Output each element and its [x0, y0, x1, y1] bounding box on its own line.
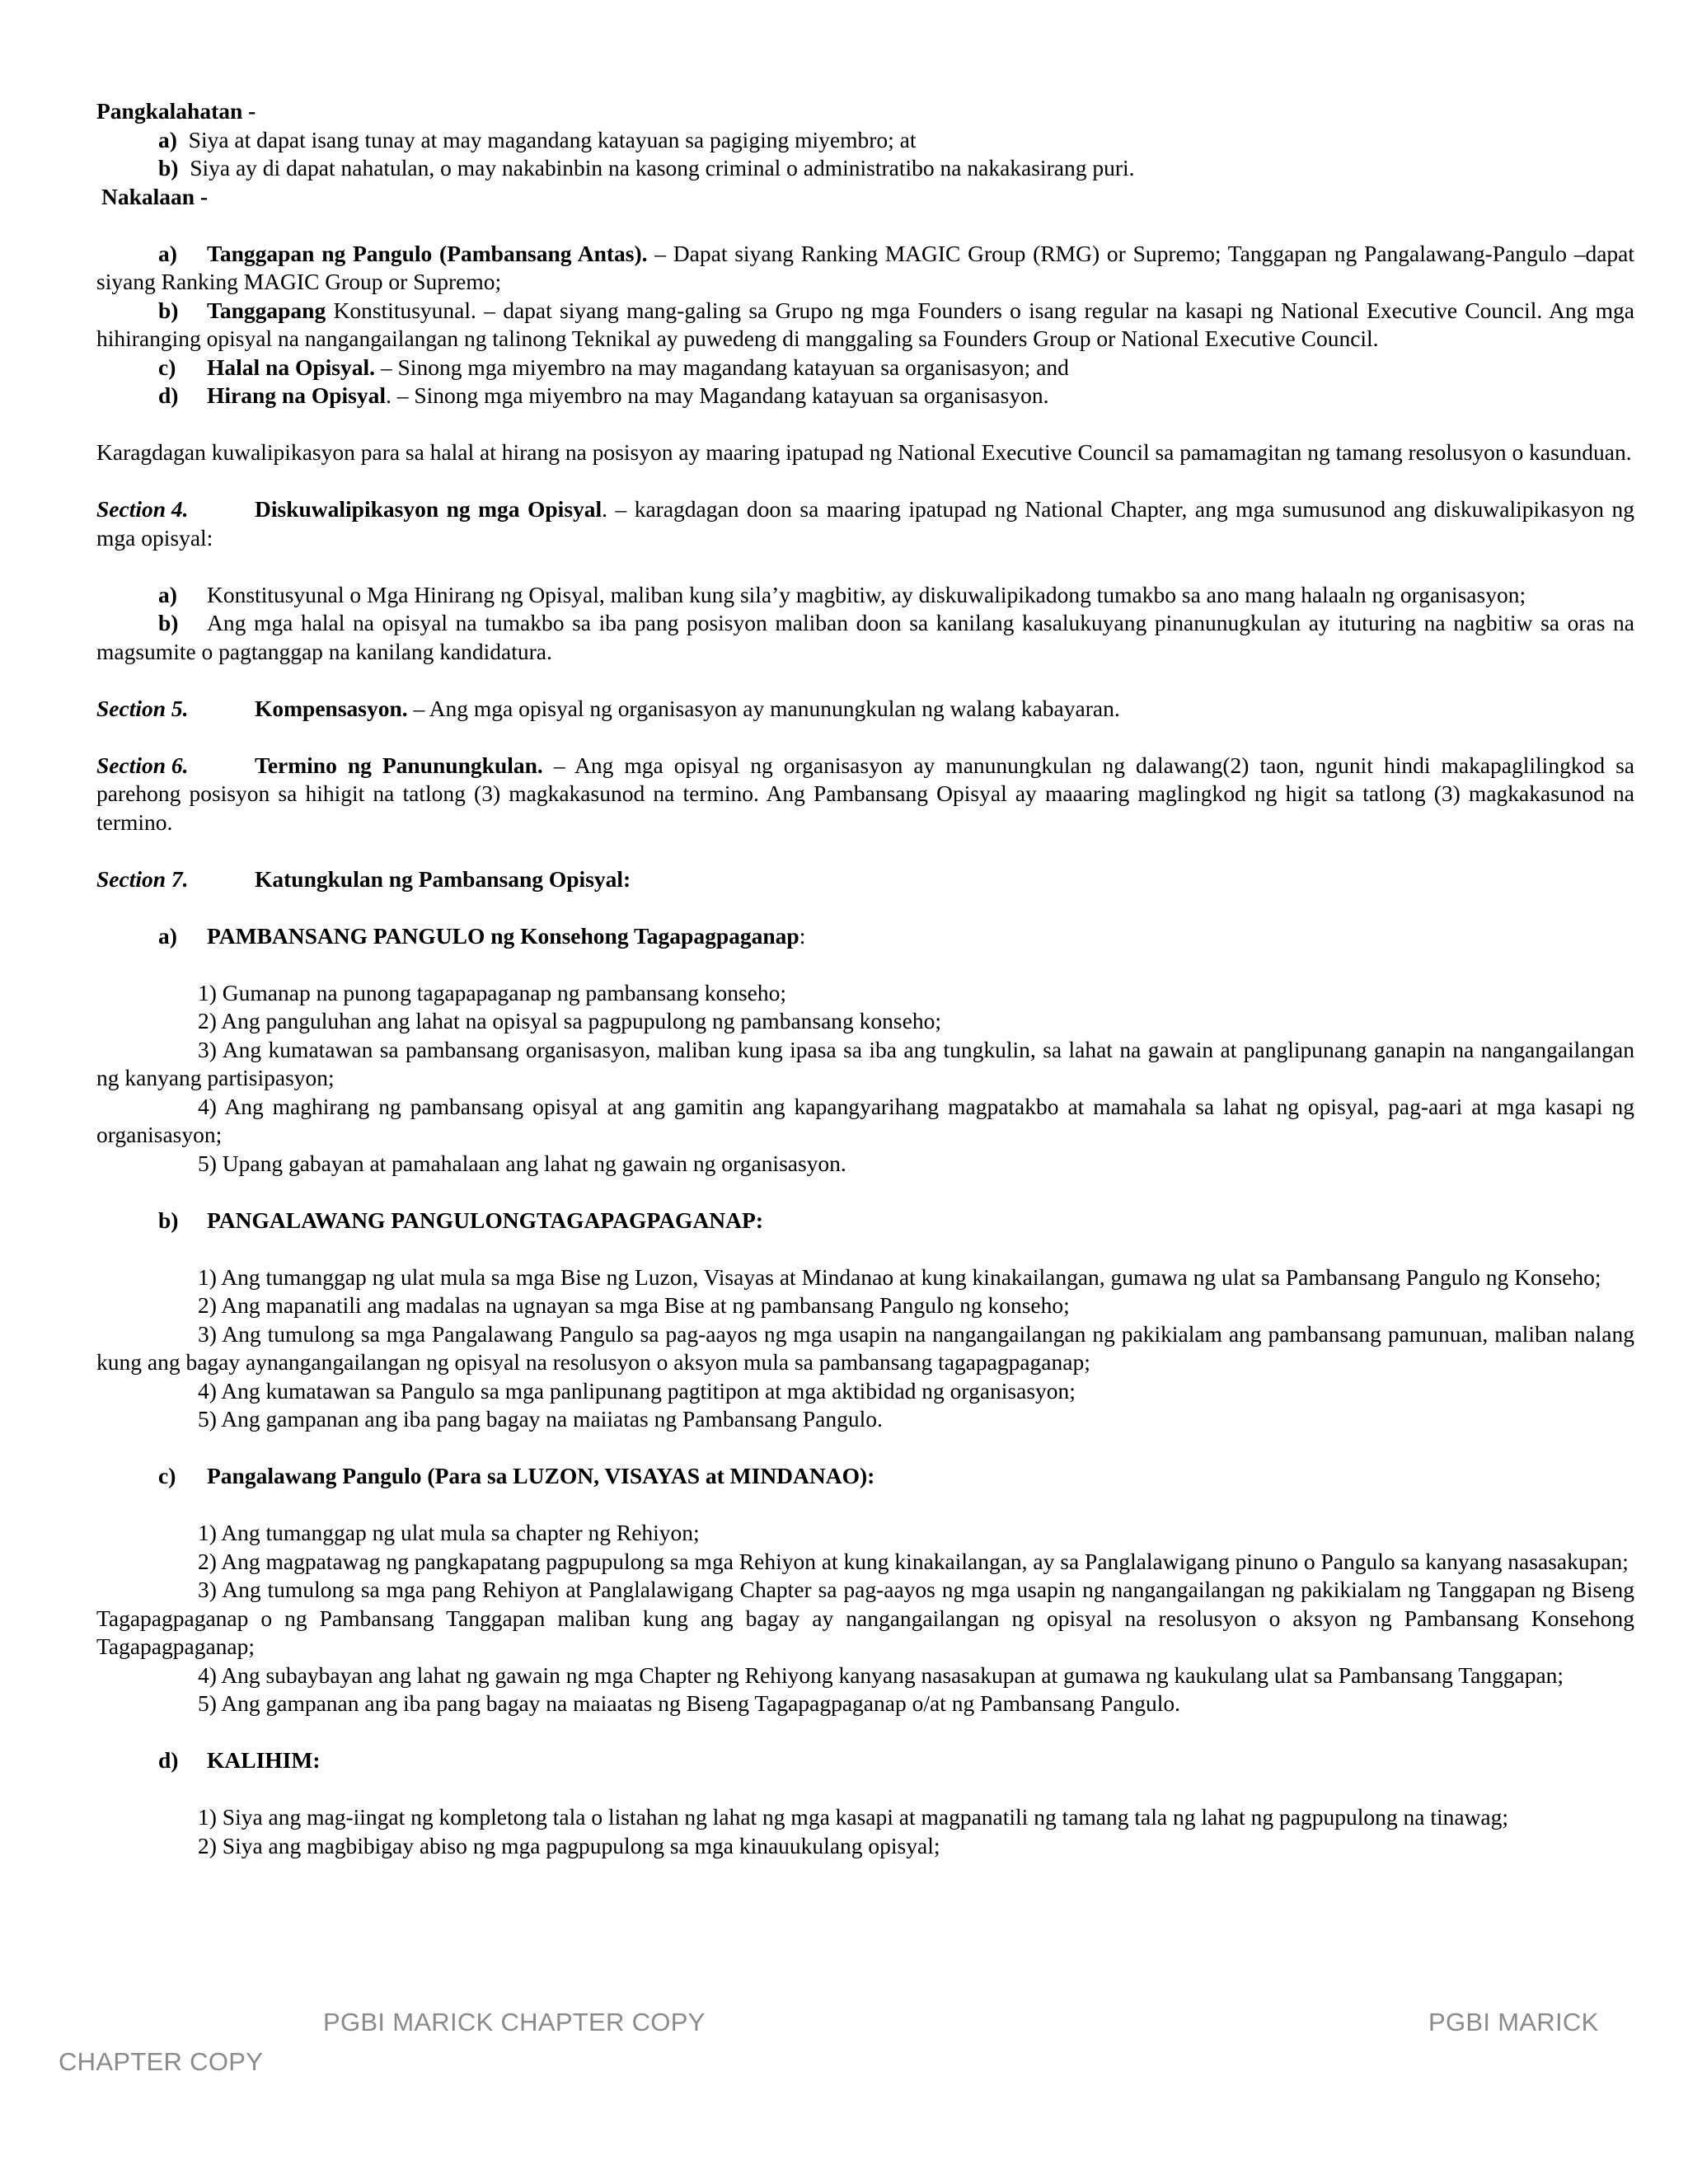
sub-a-item-3: 3) Ang kumatawan sa pambansang organisasyon, maliban kung ipasa sa iba ang tungkulin, sa lahat na gawain at panglipunang ganapin na nangangailangan ng kanyang partisipasyon;	[96, 1036, 1634, 1090]
sub-c-item-5: 5) Ang gampanan ang iba pang bagay na maiaatas ng Biseng Tagapagpaganap o/at ng Pambansang Pangulo.	[198, 1690, 1180, 1716]
sub-a-item-5: 5) Upang gabayan at pamahalaan ang lahat ng gawain ng organisasyon.	[198, 1150, 846, 1176]
general-heading: Pangkalahatan -	[96, 98, 256, 124]
sub-d-item-1: 1) Siya ang mag-iingat ng kompletong tala o listahan ng lahat ng mga kasapi at magpanatili ng tamang tala ng lahat ng pagpupulong na tinawag;	[198, 1804, 1509, 1830]
general-item-b: b) Siya ay di dapat nahatulan, o may nakabinbin na kasong criminal o administratibo na nakakasirang puri.	[158, 155, 1135, 180]
section-7-sub-a-heading: a) PAMBANSANG PANGULO ng Konsehong Tagapagpaganap:	[158, 922, 806, 949]
specific-item-d: d) Hirang na Opisyal. – Sinong mga miyembro na may Magandang katayuan sa organisasyon.	[158, 382, 1049, 408]
sub-c-item-3: 3) Ang tumulong sa mga pang Rehiyon at Panglalawigang Chapter sa pag-aayos ng mga usapin ng nangangailangan ng pakikialam ng Tanggapan ng Biseng Tagapagpaganap o ng Pambansang Tanggapan maliban kung ang bagay ay nangangailangan ng opisyal na resolusyon o aksyon ng Pambansang Konsehong Tagapagpaganap;	[96, 1577, 1634, 1659]
specific-item-a: a) Tanggapan ng Pangulo (Pambansang Antas). – Dapat siyang Ranking MAGIC Group (RMG) or Supremo; Tanggapan ng Pangalawang-Pangulo –dapat siyang Ranking MAGIC Group or Supremo;	[96, 240, 1635, 294]
sub-c-item-2: 2) Ang magpatawag ng pangkapatang pagpupulong sa mga Rehiyon at kung kinakailangan, ay sa Panglalawigang pinuno o Pangulo sa kanyang nasasakupan;	[198, 1548, 1629, 1574]
section-4-item-b: b) Ang mga halal na opisyal na tumakbo sa iba pang posisyon maliban doon sa kanilang kasalukuyang pinanunugkulan ay ituturing na nagbitiw sa oras na magsumite o pagtanggap na kanilang kandidatura.	[96, 610, 1634, 664]
sub-b-item-5: 5) Ang gampanan ang iba pang bagay na maiiatas ng Pambansang Pangulo.	[198, 1406, 883, 1432]
sub-a-item-2: 2) Ang panguluhan ang lahat na opisyal sa pagpupulong ng pambansang konseho;	[198, 1008, 941, 1033]
specific-item-c: c) Halal na Opisyal. – Sinong mga miyembro na may magandang katayuan sa organisasyon; and	[158, 354, 1069, 380]
sub-b-item-1: 1) Ang tumanggap ng ulat mula sa mga Bise ng Luzon, Visayas at Mindanao at kung kinakailangan, gumawa ng ulat sa Pambansang Pangulo ng Konseho;	[198, 1263, 1601, 1290]
section-4-item-a: a) Konstitusyunal o Mga Hinirang ng Opisyal, maliban kung sila’y magbitiw, ay diskuwalipikadong tumakbo sa ano mang halaaln ng organisasyon;	[158, 581, 1526, 607]
sub-b-item-3: 3) Ang tumulong sa mga Pangalawang Pangulo sa pag-aayos ng mga usapin na nangangailangan ng pakikialam ang pambansang pamunuan, maliban nalang kung ang bagay aynangangailangan ng opisyal na resolusyon o aksyon mula sa pambansang tagapagpaganap;	[96, 1320, 1634, 1375]
section-7-sub-d-heading: d) KALIHIM:	[158, 1747, 321, 1773]
sub-d-item-2: 2) Siya ang magbibigay abiso ng mga pagpupulong sa mga kinauukulang opisyal;	[198, 1832, 940, 1858]
section-7: Section 7. Katungkulan ng Pambansang Opisyal:	[96, 865, 631, 892]
specific-heading: Nakalaan -	[101, 183, 209, 209]
footer-watermark-right: PGBI MARICK	[1428, 2008, 1599, 2036]
sub-b-item-4: 4) Ang kumatawan sa Pangulo sa mga panlipunang pagtitipon at mga aktibidad ng organisasyon;	[198, 1377, 1076, 1404]
section-5: Section 5. Kompensasyon. – Ang mga opisyal ng organisasyon ay manunungkulan ng walang kabayaran.	[96, 695, 1120, 721]
specific-item-b: b) Tanggapang Konstitusyunal. – dapat siyang mang-galing sa Grupo ng mga Founders o isang regular na kasapi ng National Executive Council. Ang mga hihiranging opisyal na nangangailangan ng talinong Teknikal ay puwedeng di manggaling sa Founders Group or National Executive Council.	[96, 297, 1634, 351]
section-7-sub-b-heading: b) PANGALAWANG PANGULONGTAGAPAGPAGANAP:	[158, 1207, 763, 1233]
sub-b-item-2: 2) Ang mapanatili ang madalas na ugnayan sa mga Bise at ng pambansang Pangulo ng konseho;	[198, 1292, 1070, 1318]
sub-c-item-4: 4) Ang subaybayan ang lahat ng gawain ng mga Chapter ng Rehiyong kanyang nasasakupan at gumawa ng kaukulang ulat sa Pambansang Tanggapan;	[198, 1661, 1564, 1688]
section-4: Section 4. Diskuwalipikasyon ng mga Opisyal. – karagdagan doon sa maaring ipatupad ng National Chapter, ang mga sumusunod ang diskuwalipikasyon ng mga opisyal:	[96, 496, 1634, 551]
sub-a-item-4: 4) Ang maghirang ng pambansang opisyal at ang gamitin ang kapangyarihang magpatakbo at mamahala sa lahat ng opisyal, pag-aari at mga kasapi ng organisasyon;	[96, 1093, 1634, 1147]
document-page	[96, 97, 1634, 1860]
section-7-sub-c-heading: c) Pangalawang Pangulo (Para sa LUZON, VISAYAS at MINDANAO):	[158, 1463, 875, 1488]
additional-qualifications: Karagdagan kuwalipikasyon para sa halal at hirang na posisyon ay maaring ipatupad ng National Executive Council sa pamamagitan ng tamang resolusyon o kasunduan.	[96, 439, 1632, 465]
general-item-a: a) Siya at dapat isang tunay at may magandang katayuan sa pagiging miyembro; at	[158, 126, 917, 152]
sub-c-item-1: 1) Ang tumanggap ng ulat mula sa chapter ng Rehiyon;	[198, 1520, 700, 1545]
section-6: Section 6. Termino ng Panunungkulan. – Ang mga opisyal ng organisasyon ay manunungkulan ng dalawang(2) taon, ngunit hindi makapaglilingkod sa parehong posisyon sa hihigit na tatlong (3) magkakasunod na termino. Ang Pambansang Opisyal ay maaaring maglingkod ng higit sa tatlong (3) magkakasunod na termino.	[96, 752, 1634, 835]
footer-watermark-left: PGBI MARICK CHAPTER COPY	[323, 2008, 706, 2036]
footer-watermark-continuation: CHAPTER COPY	[59, 2047, 264, 2076]
sub-a-item-1: 1) Gumanap na punong tagapapaganap ng pambansang konseho;	[198, 979, 787, 1005]
